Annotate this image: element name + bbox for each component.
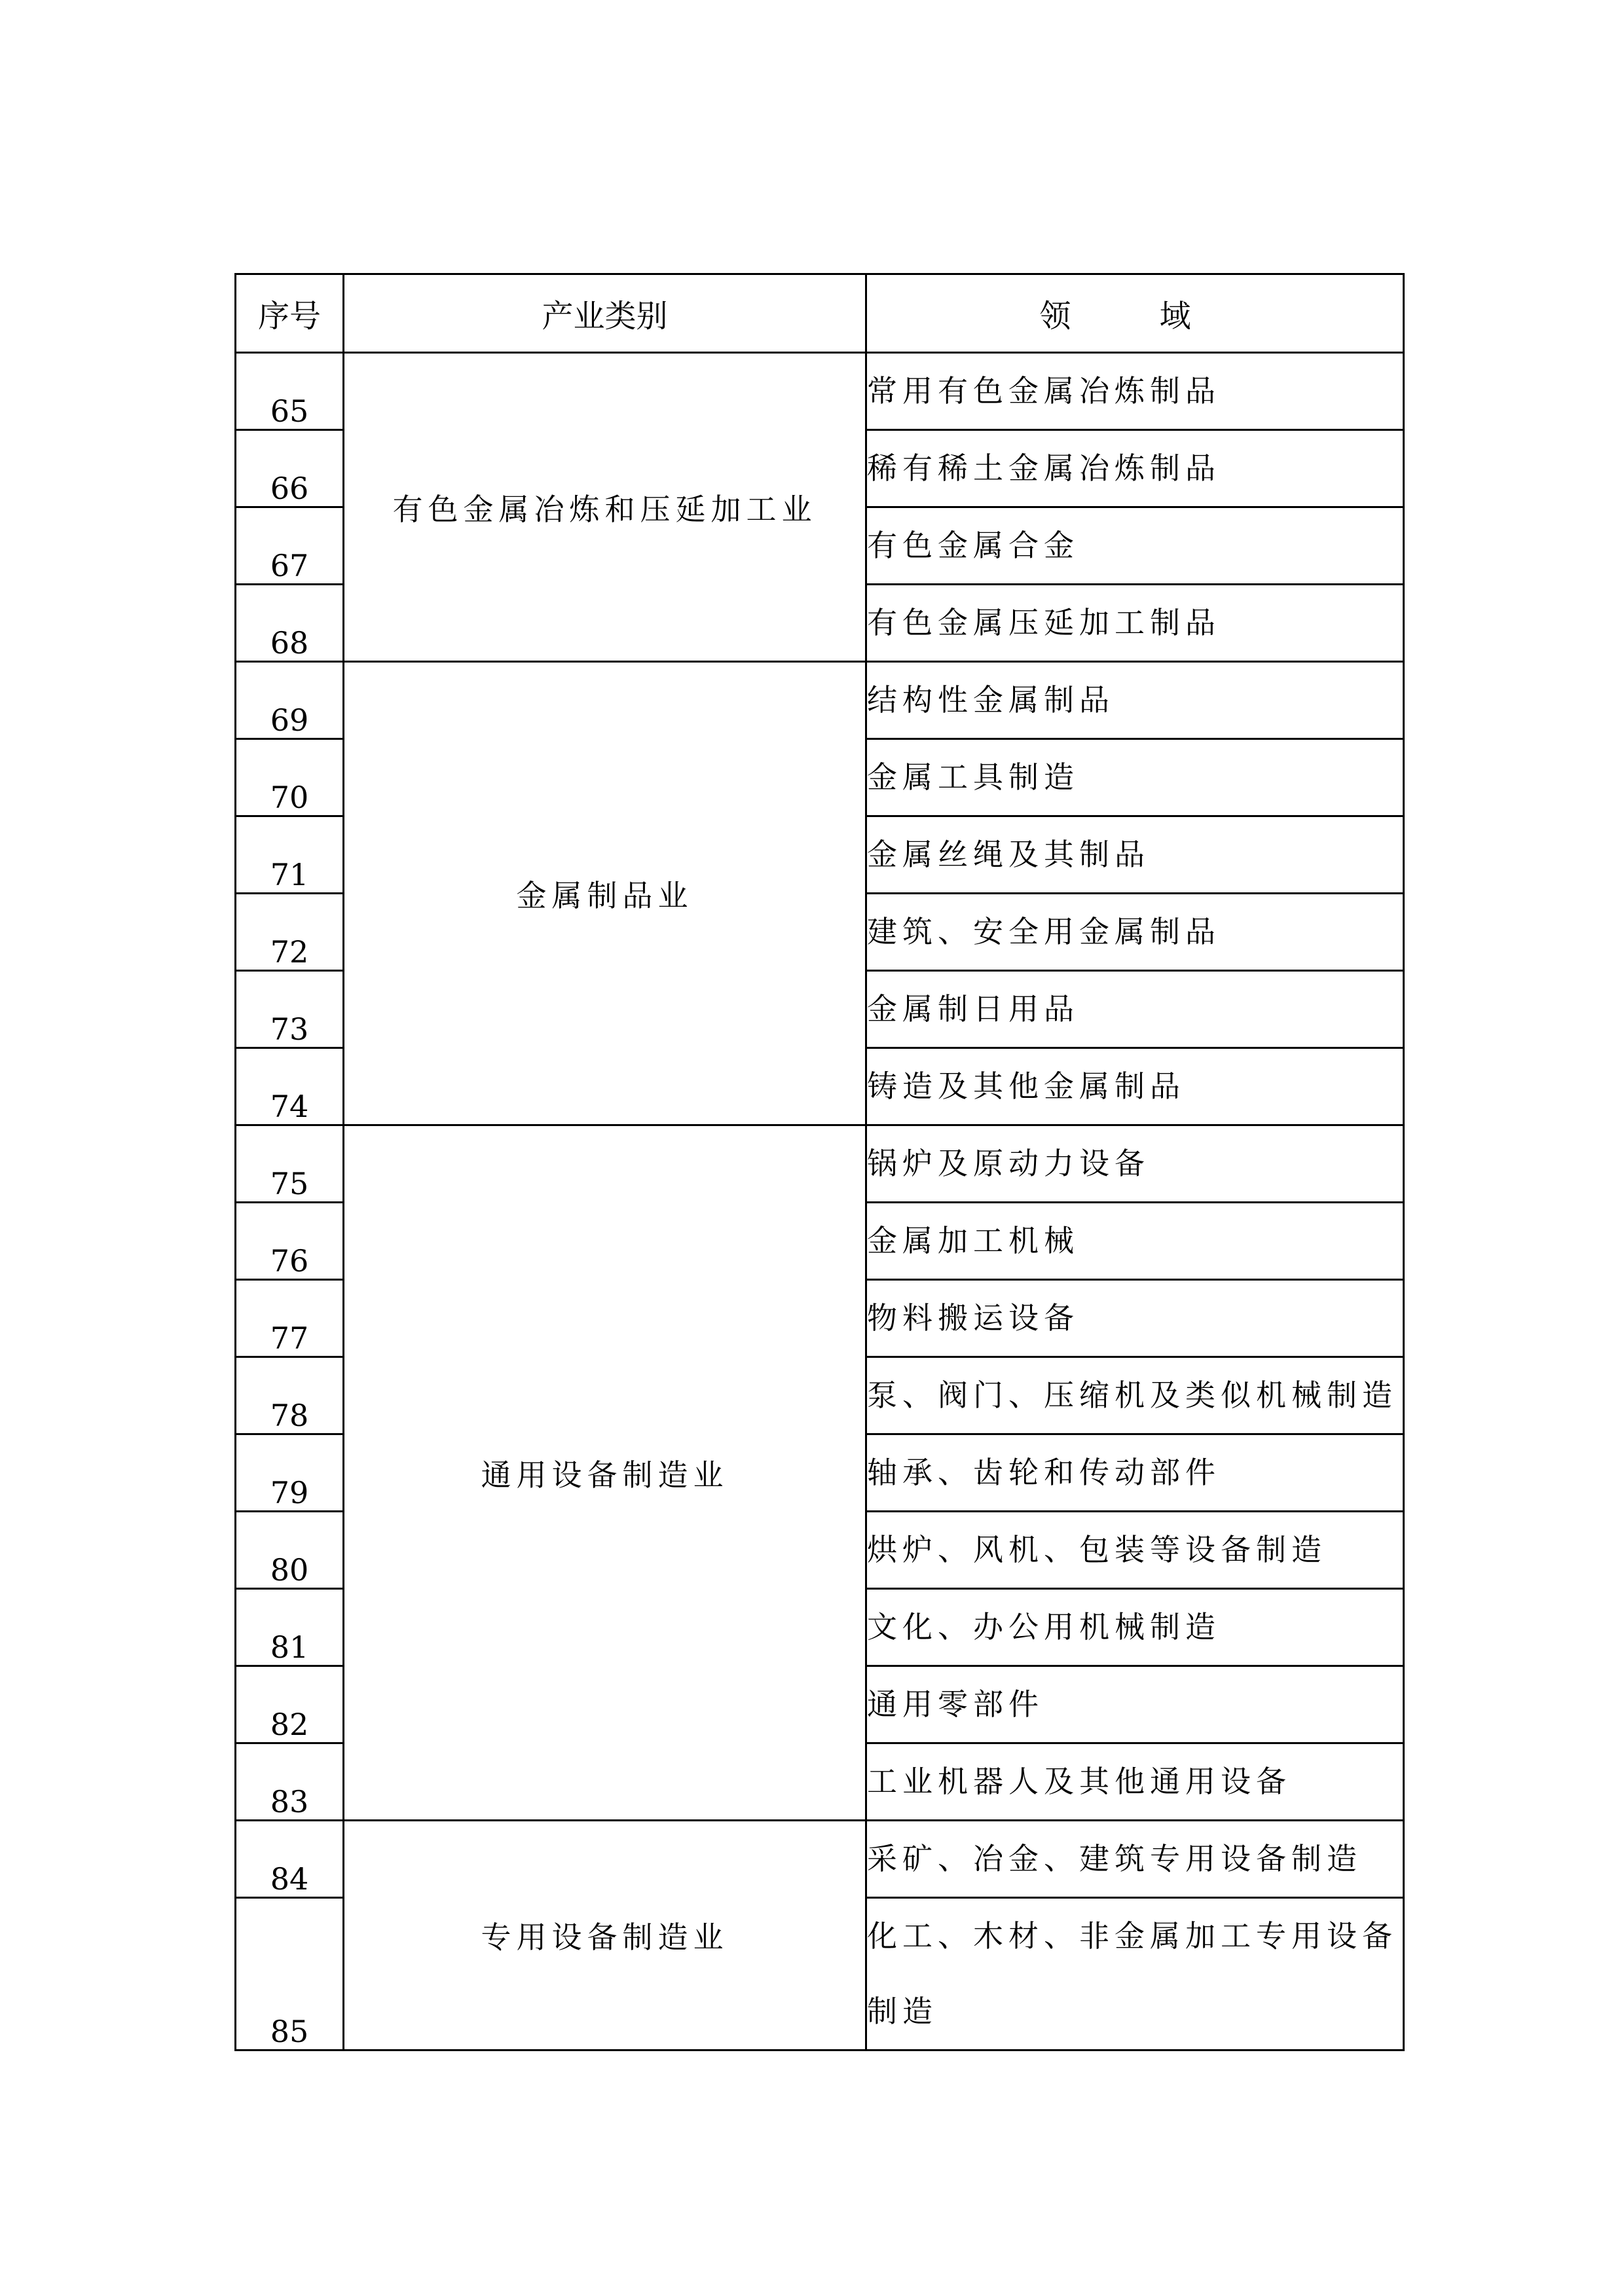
industry-field-table: [234, 273, 1405, 2051]
row-number: 74: [236, 1048, 344, 1125]
field-cell: 铸造及其他金属制品: [866, 1048, 1404, 1125]
header-number: 序号: [236, 274, 344, 353]
table-row: [236, 1821, 1404, 1898]
field-cell: 轴承、齿轮和传动部件: [866, 1434, 1404, 1512]
field-cell: 通用零部件: [866, 1666, 1404, 1743]
row-number: 82: [236, 1666, 344, 1743]
field-cell: 化工、木材、非金属加工专用设备制造: [866, 1898, 1404, 2050]
field-cell: 采矿、冶金、建筑专用设备制造: [866, 1821, 1404, 1898]
field-cell: 建筑、安全用金属制品: [866, 894, 1404, 971]
field-cell: 常用有色金属冶炼制品: [866, 353, 1404, 430]
header-field: 领 域: [866, 274, 1404, 353]
field-cell: 泵、阀门、压缩机及类似机械制造: [866, 1357, 1404, 1434]
field-cell: 金属丝绳及其制品: [866, 816, 1404, 894]
field-cell: 有色金属合金: [866, 507, 1404, 585]
field-cell: 金属加工机械: [866, 1203, 1404, 1280]
row-number: 81: [236, 1589, 344, 1666]
row-number: 69: [236, 662, 344, 739]
row-number: 70: [236, 739, 344, 816]
category-cell: 专用设备制造业: [344, 1821, 866, 2050]
field-cell: 金属制日用品: [866, 971, 1404, 1048]
field-cell: 有色金属压延加工制品: [866, 585, 1404, 662]
row-number: 77: [236, 1280, 344, 1357]
row-number: 80: [236, 1512, 344, 1589]
table-row: [236, 662, 1404, 739]
row-number: 73: [236, 971, 344, 1048]
field-cell: 稀有稀土金属冶炼制品: [866, 430, 1404, 507]
field-cell: 结构性金属制品: [866, 662, 1404, 739]
row-number: 85: [236, 1898, 344, 2050]
row-number: 72: [236, 894, 344, 971]
field-cell: 物料搬运设备: [866, 1280, 1404, 1357]
table-header-row: [236, 274, 1404, 353]
field-cell: 锅炉及原动力设备: [866, 1125, 1404, 1203]
row-number: 65: [236, 353, 344, 430]
row-number: 75: [236, 1125, 344, 1203]
row-number: 84: [236, 1821, 344, 1898]
table-row: [236, 353, 1404, 430]
table-row: [236, 1125, 1404, 1203]
category-cell: 金属制品业: [344, 662, 866, 1125]
row-number: 83: [236, 1743, 344, 1821]
row-number: 68: [236, 585, 344, 662]
row-number: 78: [236, 1357, 344, 1434]
category-cell: 通用设备制造业: [344, 1125, 866, 1821]
category-cell: 有色金属冶炼和压延加工业: [344, 353, 866, 662]
row-number: 66: [236, 430, 344, 507]
field-cell: 金属工具制造: [866, 739, 1404, 816]
field-cell: 烘炉、风机、包装等设备制造: [866, 1512, 1404, 1589]
field-cell: 文化、办公用机械制造: [866, 1589, 1404, 1666]
row-number: 76: [236, 1203, 344, 1280]
row-number: 67: [236, 507, 344, 585]
row-number: 71: [236, 816, 344, 894]
row-number: 79: [236, 1434, 344, 1512]
field-cell: 工业机器人及其他通用设备: [866, 1743, 1404, 1821]
header-category: 产业类别: [344, 274, 866, 353]
